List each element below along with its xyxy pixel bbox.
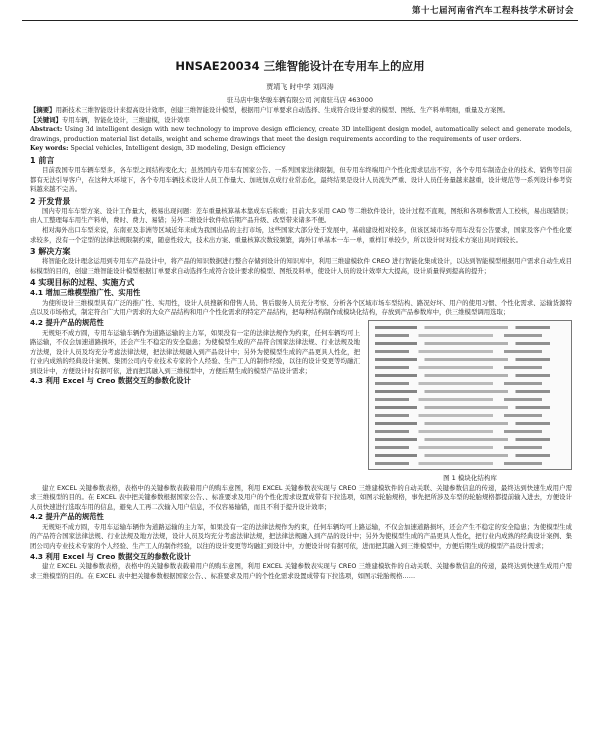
section-2-paragraph-2: 相对海外出口车型来说，东南亚及非洲等区域近年来成为我国出品的主打市场，这些国家大部分处于发展中，基础建设相对较多，但该区域市场专用车没有公告要求，国家及客户个性化要求较多，没有一个定型的法律法规限制约束，随意性较大，技术出方案、重量核算次数较频繁，海外订单基本一车一单，重样订单较少，所以设计时对技术方案出具时间较长。 xyxy=(30,225,572,244)
abstract-cn-text: 用新技术三维智能设计来提高设计效率，创建三维智能设计模型，根据用户订单要求自动选择、生成符合设计要求的模型、图纸、生产料单明细，重量及方案图。 xyxy=(55,106,510,114)
abstract-en-label: Abstract: xyxy=(30,126,63,134)
subsection-4-2-paragraph: 无规矩不成方圆，专用车运输车辆作为道路运输的主力军，如果没有一定的法律法规作为约束，任何车辆均可上路运输，不仅会加速道路损坏，还会产生不稳定的安全隐患；为使模型生成的产品符合国家法律法规、行业法规及地方法规，设计人员及均充分考虑法律法规，把法律法规融入到产品设计中；另外为使模型生成的产品更具人性化，把行业内成熟的经典设计案例、集团公司内专业技术专家的个人经验、生产工人的制作经验，以往的设计变更等均融汇到设计中，方便设计时有据可依，进而把其融入到三维模型中，方便后期生成的模型产品设计需求； xyxy=(30,328,360,375)
abstract-cn xyxy=(30,106,572,116)
section-3-paragraph: 将智能化设计理念运用到专用车产品设计中，将产品的知识数据进行整合存储到设计的知识库中，利用三维建模软件 CREO 进行智能化集成设计，以达到智能模型根据用户需求自动生成目标模型的目的，创建三维智能设计模型根据订单要求自动选择生成符合设计要求的模型、图纸及料单，使设计人员的设计效率大大提高，设计质量得到提高的提升； xyxy=(30,257,572,275)
abstract-en xyxy=(30,125,572,144)
section-heading-1: 1 前言 xyxy=(30,155,55,165)
subsection-heading-4-2-repeat: 4.2 提升产品的规范性 xyxy=(30,512,104,522)
subsection-4-2-repeat-paragraph: 无规矩不成方圆，专用车运输车辆作为道路运输的主力军，如果没有一定的法律法规作为约束，任何车辆均可上路运输，不仅会加速道路损坏，还会产生不稳定的安全隐患；为使模型生成的产品符合国家法律法规、行业法规及地方法规，设计人员及均充分考虑法律法规，把法律法规融入到产品的设计中；另外为使模型生成的产品更具人性化，把行业内成熟的经典设计案例、集团公司内专业技术专家的个人经验、生产工人的制作经验，以往的设计变更等均融汇到设计中，方便设计时有据可依，进而把其融入到三维模型中，方便后期生成的模型产品设计需求； xyxy=(30,522,572,551)
running-header: 第十七届河南省汽车工程科技学术研讨会 xyxy=(411,6,574,16)
keywords-en-text: Special vehicles, Intelligent design, 3D modeling, Design efficiency xyxy=(70,145,286,153)
authors: 贾靖飞 时中学 刘四涛 xyxy=(266,83,334,91)
section-2-paragraph-1: 国内专用车车型方案、设计工作量大，极易出现问题：差车重量核算基本靠成车后称重；目前大多采用 CAD 等二维软件设计，设计过程不直观，图纸和各项参数需人工校核，易出现错误；由人工整理每车用生产料单，费时、费力、易错；另外二维设计软件给后期产品升级、改型带来诸多不便。 xyxy=(30,206,572,225)
paper-body xyxy=(30,106,572,581)
keywords-cn-text: 专用车辆，智能化设计，三维建模，设计效率 xyxy=(61,115,190,124)
abstract-en-text: Using 3d intelligent design with new technology to improve design efficiency, create 3D intelligent design model, automatically select and generate models, drawings, production material list details, weight and scheme drawings that meet the design requirements according to the requirements of user orders. xyxy=(30,126,572,143)
paper-title: HNSAE20034 三维智能设计在专用车上的应用 xyxy=(175,59,425,73)
section-heading-3: 3 解决方案 xyxy=(30,247,71,257)
section-heading-4: 4 实现目标的过程、实施方式 xyxy=(30,278,135,288)
section-heading-2: 2 开发背景 xyxy=(30,196,71,206)
subsection-heading-4-3: 4.3 利用 Excel 与 Creo 数据交互的参数化设计 xyxy=(30,376,191,386)
keywords-en-label: Key words: xyxy=(30,145,69,153)
keywords-cn-label: 【关键词】 xyxy=(30,115,62,124)
keywords-en xyxy=(30,144,572,154)
subsection-4-3-repeat-paragraph: 建立 EXCEL 关键参数表格，表格中的关键参数表载着用户的购车意图，利用 EXCEL 关键参数表实现与 CREO 三维建模软件的自动关联、关键参数信息的传递，最终达到快速生成用户需求三维模型的目的。在 EXCEL 表中把关键参数根据国家公告、、标准要求及用户的个性化需求设置成带有下拉选项，如图示轮胎规格…… xyxy=(30,562,572,580)
figure-wrap-zone xyxy=(30,318,572,484)
subsection-heading-4-2: 4.2 提升产品的规范性 xyxy=(30,318,104,327)
figure-1-image xyxy=(368,320,572,470)
keywords-cn xyxy=(30,116,572,126)
header-rule xyxy=(22,20,578,21)
wrapped-text-column xyxy=(30,318,360,484)
figure-1-caption: 图 1 模块化结构库 xyxy=(443,474,497,482)
figure-1 xyxy=(368,318,572,484)
affiliation: 驻马店中集华骏车辆有限公司 河南驻马店 463000 xyxy=(227,96,373,104)
subsection-4-1-paragraph: 为使所设计三维模型具有广泛的推广性、实用性，设计人员搜新和借售人员、售后服务人员充分考察、分析各个区域市场车型结构、路况好坏、用户的使用习惯、个性化需求、运输货源特点以及市场格式，制定符合广大用户需求的大众产品结构和用户个性化需求的特定产品结构，把每种结构制作成模块化结构，存放到产品参数库中，供三维模型调用选取； xyxy=(30,298,572,317)
section-1-paragraph: 目前我国专用车辆车型多，各车型之间结构变化大；虽然国内专用车有国家公告、一系列国家法律限制，但专用车终端用户个性化需求层出不穷，各个专用车制造企业的技术、销售等目前都有无法引导客户，在这种大环境下，各个专用车辆技术设计人员工作量大、加班加点成行业常态化，最终结果是设计人员流失严重、设计人员任务量越来越重，设计规范等一系列设计参考资料越来越不完善。 xyxy=(30,165,572,194)
subsection-4-3-paragraph: 建立 EXCEL 关键参数表格，表格中的关键参数表载着用户的购车意图，利用 EXCEL 关键参数表实现与 CREO 三维建模软件的自动关联、关键参数信息的传递，最终达到快速生成用户需求三维模型的目的。在 EXCEL 表中把关键参数根据国家公告、、标准要求及用户的个性化需求设置成带有下拉选项，如图示轮胎规格，事先把所涉及车型的轮胎规格都提前输入进去，方便设计人员快速进行选取车用的信息，避免人工再二次输入用户信息，不仅容易输错，而且不利于提升设计效率； xyxy=(30,483,572,511)
subsection-heading-4-3-repeat: 4.3 利用 Excel 与 Creo 数据交互的参数化设计 xyxy=(30,551,191,561)
abstract-cn-label: 【摘要】 xyxy=(30,106,56,114)
subsection-heading-4-1: 4.1 增加三维模型推广性、实用性 xyxy=(30,288,141,298)
